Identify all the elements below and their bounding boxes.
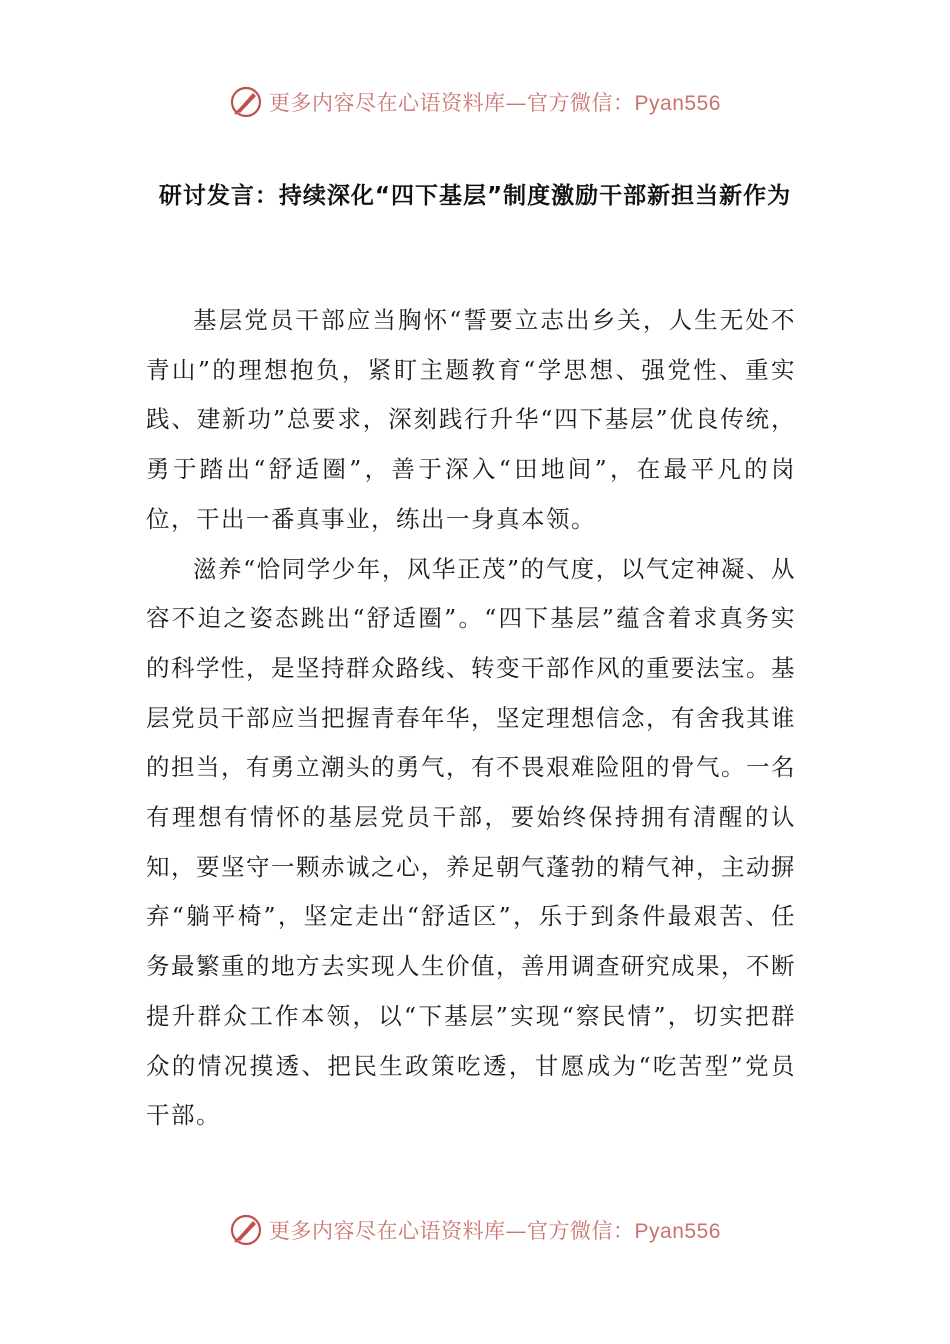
watermark-header — [0, 82, 950, 122]
quill-logo-icon — [229, 85, 263, 119]
watermark-label: 更多内容尽在心语资料库—官方微信： — [269, 91, 635, 115]
document-title: 研讨发言：持续深化“四下基层”制度激励干部新担当新作为 — [158, 183, 792, 209]
quill-logo-icon — [229, 1213, 263, 1247]
watermark-label: 更多内容尽在心语资料库—官方微信： — [269, 1219, 635, 1243]
paragraph: 基层党员干部应当胸怀“誓要立志出乡关，人生无处不青山”的理想抱负，紧盯主题教育“学思想、强党性、重实践、建新功”总要求，深刻践行升华“四下基层”优良传统，勇于踏出“舒适圈”，善于深入“田地间”，在最平凡的岗位，干出一番真事业，练出一身真本领。 — [146, 306, 796, 533]
paragraph: 滋养“恰同学少年，风华正茂”的气度，以气定神凝、从容不迫之姿态跳出“舒适圈”。“四下基层”蕴含着求真务实的科学性，是坚持群众路线、转变干部作风的重要法宝。基层党员干部应当把握青春年华，坚定理想信念，有舍我其谁的担当，有勇立潮头的勇气，有不畏艰难险阻的骨气。一名有理想有情怀的基层党员干部，要始终保持拥有清醒的认知，要坚守一颗赤诚之心，养足朝气蓬勃的精气神，主动摒弃“躺平椅”，坚定走出“舒适区”，乐于到条件最艰苦、任务最繁重的地方去实现人生价值，善用调查研究成果，不断提升群众工作本领，以“下基层”实现“察民情”，切实把群众的情况摸透、把民生政策吃透，甘愿成为“吃苦型”党员干部。 — [146, 554, 796, 1130]
watermark-wechat-id: Pyan556 — [634, 92, 721, 115]
watermark-footer — [0, 1210, 950, 1250]
watermark-text — [269, 1215, 721, 1245]
watermark-wechat-id: Pyan556 — [634, 1220, 721, 1243]
document-body — [146, 296, 796, 1141]
watermark-text — [269, 87, 721, 117]
